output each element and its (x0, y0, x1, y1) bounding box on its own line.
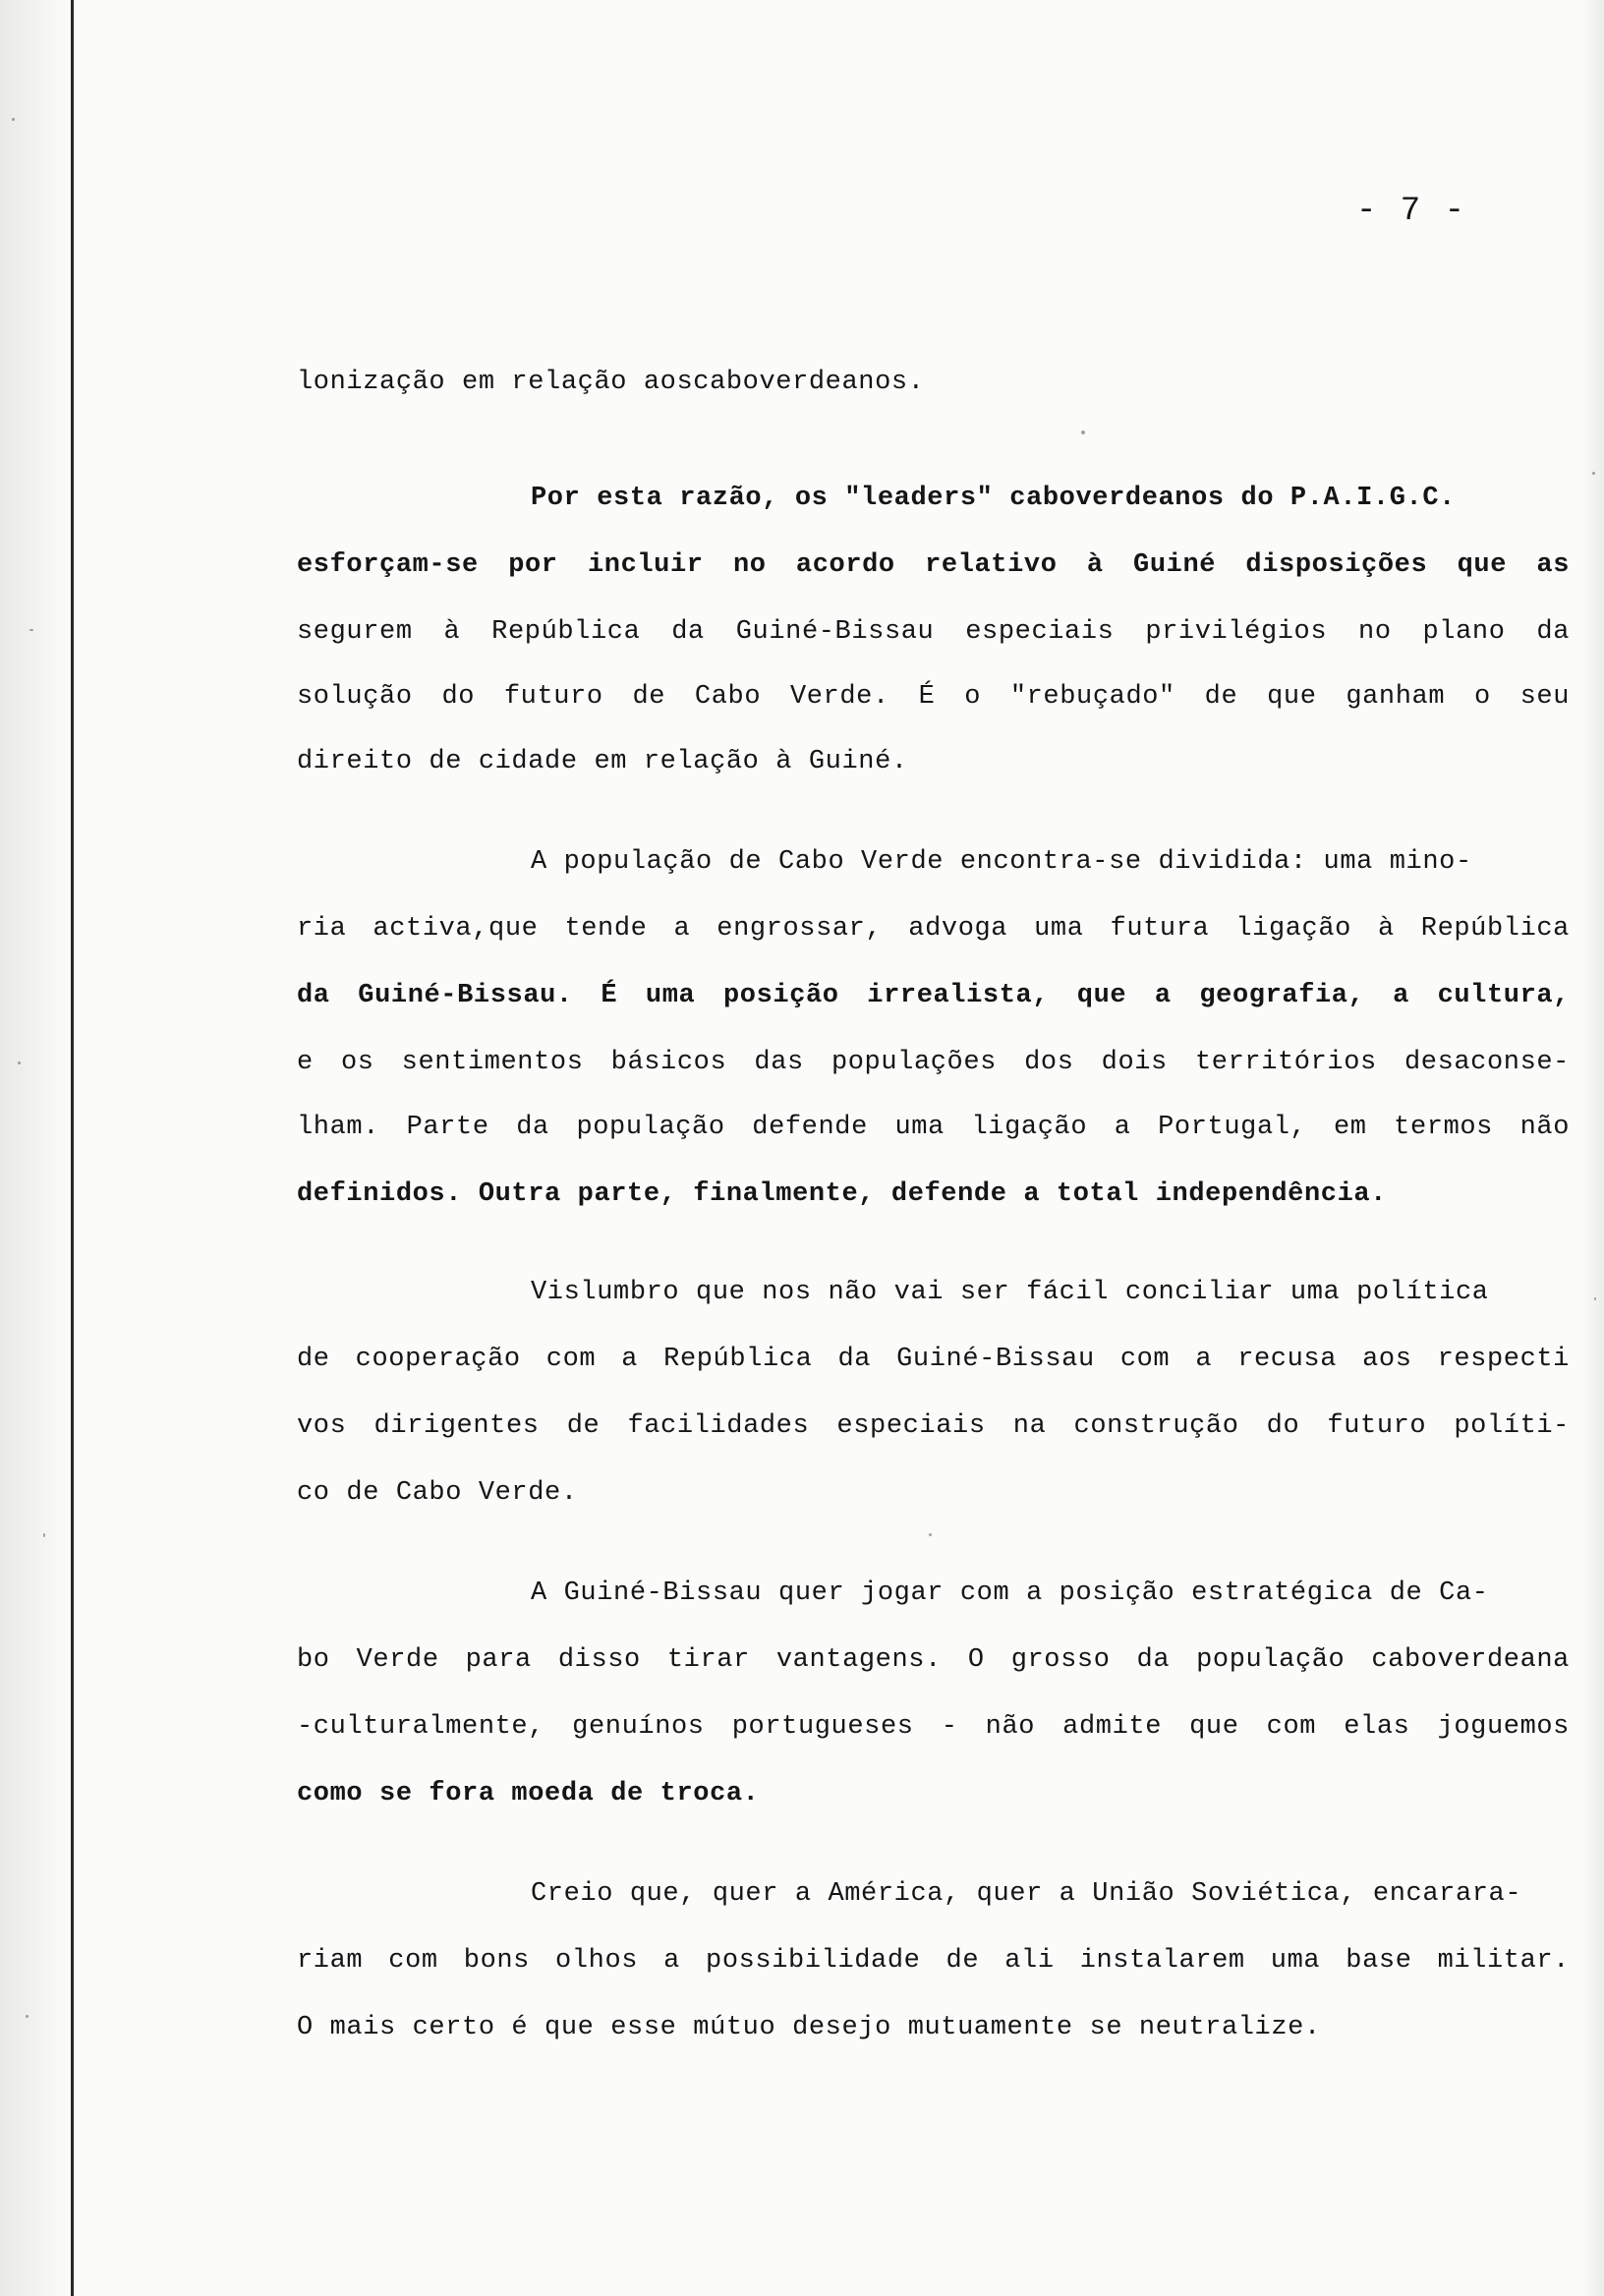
text-line: e os sentimentos básicos das populações dos dois territórios desaconse- (297, 1048, 1570, 1077)
text-line: direito de cidade em relação à Guiné. (297, 747, 908, 776)
scan-speck (12, 118, 15, 121)
text-line: bo Verde para disso tirar vantagens. O grosso da população caboverdeana (297, 1645, 1570, 1675)
text-line: ria activa,que tende a engrossar, advoga uma futura ligação à República (297, 914, 1570, 944)
scan-right-margin (1582, 0, 1604, 2296)
text-line: da Guiné-Bissau. É uma posição irrealista, que a geografia, a cultura, (297, 981, 1570, 1010)
text-line: A Guiné-Bissau quer jogar com a posição estratégica de Ca- (531, 1578, 1489, 1608)
text-line: como se fora moeda de troca. (297, 1779, 760, 1808)
page-number: - 7 - (1356, 193, 1467, 230)
scan-speck (929, 1533, 932, 1536)
scan-left-border (71, 0, 74, 2296)
text-line: definidos. Outra parte, finalmente, defende a total independência. (297, 1179, 1387, 1209)
text-line: esforçam-se por incluir no acordo relativo à Guiné disposições que as (297, 550, 1570, 580)
scan-speck (26, 2015, 29, 2018)
text-line: A população de Cabo Verde encontra-se dividida: uma mino- (531, 847, 1472, 877)
scan-left-margin (0, 0, 71, 2296)
text-line: Creio que, quer a América, quer a União Soviética, encarara- (531, 1879, 1522, 1909)
text-line: riam com bons olhos a possibilidade de ali instalarem uma base militar. (297, 1946, 1570, 1976)
text-line: solução do futuro de Cabo Verde. É o "rebuçado" de que ganham o seu (297, 682, 1570, 712)
text-line: segurem à República da Guiné-Bissau especiais privilégios no plano da (297, 617, 1570, 647)
text-line: vos dirigentes de facilidades especiais na construção do futuro políti- (297, 1411, 1570, 1441)
scan-speck (43, 1533, 45, 1537)
scan-speck (29, 629, 33, 631)
scan-speck (18, 1062, 21, 1064)
text-line: O mais certo é que esse mútuo desejo mutuamente se neutralize. (297, 2013, 1321, 2042)
text-line: lonização em relação aoscaboverdeanos. (297, 368, 925, 397)
text-line: Vislumbro que nos não vai ser fácil conciliar uma política (531, 1278, 1489, 1307)
scan-speck (1592, 472, 1595, 475)
text-line: Por esta razão, os "leaders" caboverdeanos do P.A.I.G.C. (531, 484, 1456, 513)
text-line: de cooperação com a República da Guiné-Bissau com a recusa aos respecti (297, 1345, 1570, 1374)
scan-speck (1594, 1297, 1596, 1300)
text-line: co de Cabo Verde. (297, 1478, 578, 1508)
text-line: -culturalmente, genuínos portugueses - não admite que com elas joguemos (297, 1712, 1570, 1742)
text-line: lham. Parte da população defende uma ligação a Portugal, em termos não (297, 1113, 1570, 1142)
scan-speck (1081, 430, 1085, 434)
